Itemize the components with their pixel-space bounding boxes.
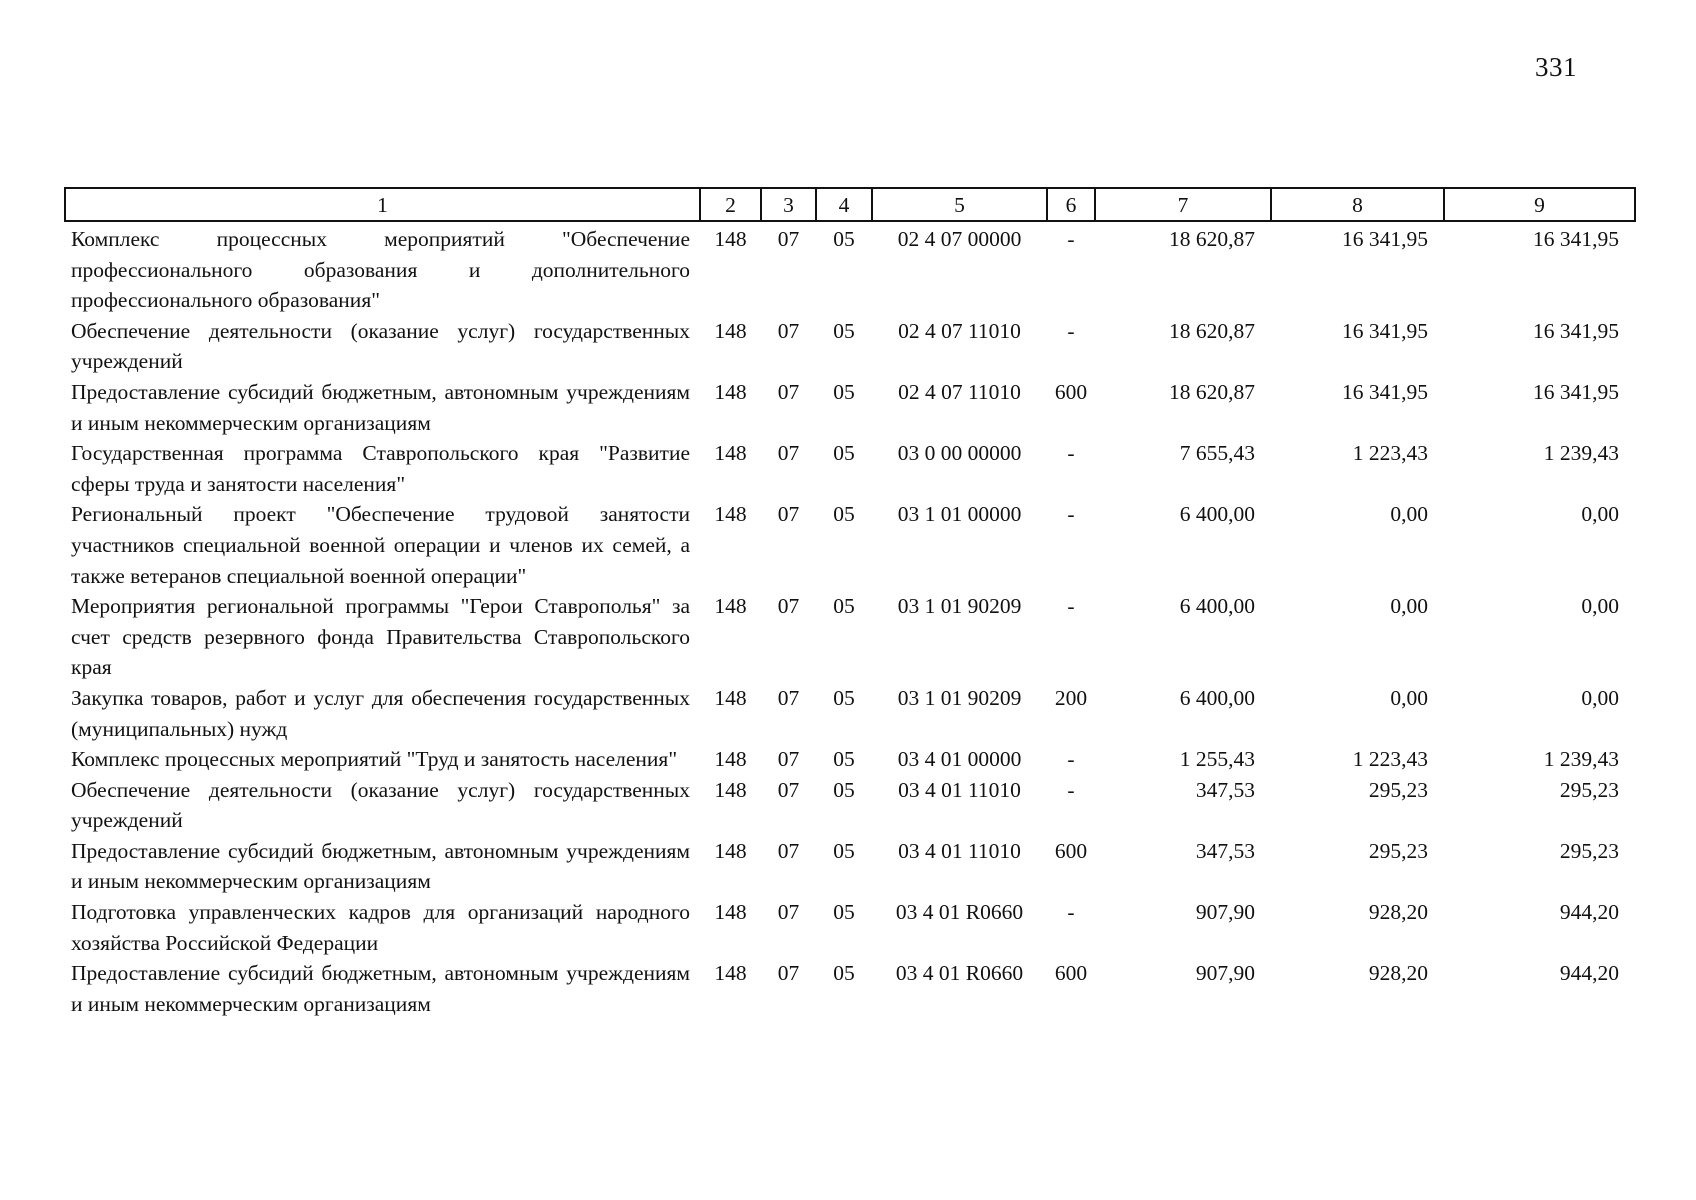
amount-col7: 18 620,87 (1169, 227, 1255, 251)
ministry-code: 148 (714, 838, 747, 863)
amount-col8: 1 223,43 (1352, 441, 1428, 466)
ministry-code: 148 (714, 777, 747, 802)
ministry-code: 148 (714, 318, 747, 343)
amount-col8: 16 341,95 (1342, 379, 1428, 404)
column-header: 4 (816, 188, 872, 221)
amount-col7: 6 400,00 (1179, 685, 1255, 710)
amount-col8: 16 341,95 (1342, 227, 1428, 251)
amount-col7: 7 655,43 (1179, 441, 1255, 466)
subsection-code: 05 (833, 318, 855, 343)
section-code: 07 (777, 685, 800, 710)
expense-type-code: 600 (1054, 961, 1088, 986)
amount-col8: 1 223,43 (1352, 747, 1428, 772)
table-row (65, 499, 1635, 591)
table-row (65, 958, 1635, 1019)
section-code: 07 (777, 227, 800, 251)
amount-col8: 0,00 (1390, 502, 1428, 527)
target-article-code: 03 4 01 R0660 (895, 900, 1024, 925)
section-code: 07 (777, 961, 800, 986)
amount-col9: 295,23 (1559, 838, 1619, 863)
column-header: 9 (1444, 188, 1635, 221)
amount-col7: 347,53 (1195, 777, 1255, 802)
target-article-code: 02 4 07 11010 (898, 318, 1021, 343)
section-code: 07 (777, 838, 800, 863)
ministry-code: 148 (714, 747, 747, 772)
ministry-code: 148 (714, 227, 747, 251)
target-article-code: 03 1 01 90209 (897, 685, 1022, 710)
table-row (65, 221, 1635, 316)
amount-col8: 16 341,95 (1342, 318, 1428, 343)
subsection-code: 05 (833, 379, 855, 404)
section-code: 07 (777, 318, 800, 343)
table-body (65, 221, 1635, 1019)
row-description: Подготовка управленческих кадров для организаций народного хозяйства Российской Федерации (71, 900, 690, 955)
page-number: 331 (1535, 52, 1577, 82)
amount-col8: 928,20 (1368, 900, 1428, 925)
table-row (65, 775, 1635, 836)
target-article-code: 03 4 01 11010 (898, 838, 1021, 863)
row-description: Закупка товаров, работ и услуг для обеспечения государственных (муниципальных) нужд (71, 685, 690, 741)
ministry-code: 148 (714, 961, 747, 986)
amount-col7: 6 400,00 (1179, 502, 1255, 527)
budget-table-container (64, 187, 1634, 1019)
ministry-code: 148 (714, 685, 747, 710)
ministry-code: 148 (714, 900, 747, 925)
subsection-code: 05 (833, 594, 855, 619)
subsection-code: 05 (833, 777, 855, 802)
amount-col9: 295,23 (1559, 777, 1619, 802)
row-description: Комплекс процессных мероприятий "Обеспечение профессионального образования и дополнительного профессионального образования" (71, 227, 690, 313)
amount-col9: 0,00 (1581, 685, 1619, 710)
expense-type-code: 200 (1054, 685, 1088, 710)
amount-col9: 16 341,95 (1533, 318, 1619, 343)
expense-type-code: - (1067, 502, 1075, 527)
section-code: 07 (777, 900, 800, 925)
amount-col9: 944,20 (1559, 961, 1619, 986)
expense-type-code: - (1067, 227, 1075, 251)
section-code: 07 (777, 747, 800, 772)
ministry-code: 148 (714, 594, 747, 619)
table-row (65, 744, 1635, 775)
column-header: 7 (1095, 188, 1271, 221)
amount-col8: 0,00 (1390, 594, 1428, 619)
target-article-code: 03 0 00 00000 (897, 441, 1022, 466)
row-description: Региональный проект "Обеспечение трудовой занятости участников специальной военной операции и членов их семей, а также ветеранов специальной военной операции" (71, 502, 690, 588)
expense-type-code: - (1067, 900, 1075, 925)
column-header: 3 (761, 188, 816, 221)
table-row (65, 316, 1635, 377)
row-description: Государственная программа Ставропольского края "Развитие сферы труда и занятости населения" (71, 441, 690, 496)
column-header: 2 (700, 188, 761, 221)
subsection-code: 05 (833, 747, 855, 772)
ministry-code: 148 (714, 379, 747, 404)
subsection-code: 05 (833, 502, 855, 527)
row-description: Предоставление субсидий бюджетным, автономным учреждениям и иным некоммерческим организациям (71, 379, 690, 435)
row-description: Комплекс процессных мероприятий "Труд и занятость населения" (71, 747, 678, 772)
amount-col9: 944,20 (1559, 900, 1619, 925)
target-article-code: 03 1 01 90209 (897, 594, 1022, 619)
target-article-code: 03 4 01 11010 (898, 777, 1021, 802)
amount-col7: 6 400,00 (1179, 594, 1255, 619)
subsection-code: 05 (833, 838, 855, 863)
subsection-code: 05 (833, 227, 855, 251)
table-row (65, 897, 1635, 958)
target-article-code: 02 4 07 00000 (897, 227, 1022, 251)
amount-col8: 0,00 (1390, 685, 1428, 710)
ministry-code: 148 (714, 441, 747, 466)
column-header: 1 (65, 188, 700, 221)
table-row (65, 438, 1635, 499)
amount-col7: 1 255,43 (1179, 747, 1255, 772)
amount-col9: 1 239,43 (1543, 747, 1619, 772)
amount-col8: 295,23 (1368, 777, 1428, 802)
amount-col7: 18 620,87 (1169, 379, 1255, 404)
amount-col8: 295,23 (1368, 838, 1428, 863)
subsection-code: 05 (833, 685, 855, 710)
column-header: 5 (872, 188, 1047, 221)
amount-col9: 0,00 (1581, 594, 1619, 619)
expense-type-code: - (1067, 747, 1075, 772)
amount-col9: 16 341,95 (1533, 379, 1619, 404)
row-description: Обеспечение деятельности (оказание услуг) государственных учреждений (71, 318, 690, 374)
expense-type-code: - (1067, 318, 1075, 343)
target-article-code: 03 4 01 R0660 (895, 961, 1024, 986)
amount-col8: 928,20 (1368, 961, 1428, 986)
target-article-code: 03 1 01 00000 (897, 502, 1022, 527)
table-row (65, 836, 1635, 897)
expense-type-code: - (1067, 777, 1075, 802)
expense-type-code: 600 (1054, 838, 1088, 863)
table-row (65, 591, 1635, 683)
amount-col7: 907,90 (1195, 900, 1255, 925)
amount-col9: 0,00 (1581, 502, 1619, 527)
budget-table (64, 187, 1636, 1019)
amount-col9: 16 341,95 (1533, 227, 1619, 251)
row-description: Предоставление субсидий бюджетным, автономным учреждениям и иным некоммерческим организациям (71, 961, 690, 1016)
subsection-code: 05 (833, 961, 855, 986)
target-article-code: 03 4 01 00000 (897, 747, 1022, 772)
row-description: Предоставление субсидий бюджетным, автономным учреждениям и иным некоммерческим организациям (71, 838, 690, 894)
section-code: 07 (777, 777, 800, 802)
header-row (65, 188, 1635, 221)
table-row (65, 683, 1635, 744)
column-header: 8 (1271, 188, 1444, 221)
subsection-code: 05 (833, 441, 855, 466)
table-row (65, 377, 1635, 438)
section-code: 07 (777, 441, 800, 466)
amount-col7: 347,53 (1195, 838, 1255, 863)
ministry-code: 148 (714, 502, 747, 527)
expense-type-code: 600 (1054, 379, 1088, 404)
section-code: 07 (777, 379, 800, 404)
expense-type-code: - (1067, 441, 1075, 466)
row-description: Обеспечение деятельности (оказание услуг) государственных учреждений (71, 777, 690, 833)
amount-col9: 1 239,43 (1543, 441, 1619, 466)
row-description: Мероприятия региональной программы "Герои Ставрополья" за счет средств резервного фонда Правительства Ставропольского края (71, 594, 690, 680)
expense-type-code: - (1067, 594, 1075, 619)
column-header: 6 (1047, 188, 1095, 221)
target-article-code: 02 4 07 11010 (898, 379, 1021, 404)
section-code: 07 (777, 594, 800, 619)
section-code: 07 (777, 502, 800, 527)
amount-col7: 907,90 (1195, 961, 1255, 986)
amount-col7: 18 620,87 (1169, 318, 1255, 343)
subsection-code: 05 (833, 900, 855, 925)
